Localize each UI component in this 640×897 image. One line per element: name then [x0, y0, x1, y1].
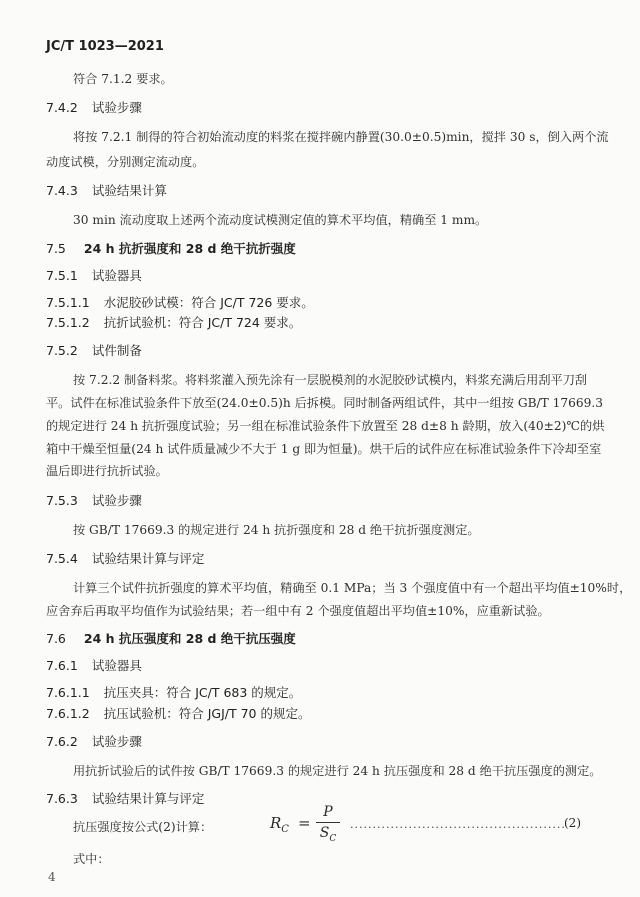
section-number: 7.5: [46, 241, 66, 256]
section-number: 7.6.1: [46, 658, 78, 673]
formula-leader-dots: ................................................: [350, 818, 566, 831]
section-title: 试验结果计算: [91, 183, 167, 198]
paragraph-line: 的规定进行 24 h 抗折强度试验；另一组在标准试验条件下放置至 28 d±8 h 龄期，放入(40±2)℃的烘: [46, 419, 605, 433]
paragraph-line: 用抗折试验后的试件按 GB/T 17669.3 的规定进行 24 h 抗压强度和 28 d 绝干抗压强度的测定。: [73, 764, 602, 778]
section-title: 试验步骤: [91, 493, 142, 508]
section-heading-7-5-2: [46, 342, 142, 360]
paragraph-line: 动度试模，分别测定流动度。: [46, 155, 205, 169]
section-title: 试验器具: [91, 658, 142, 673]
section-number: 7.6.2: [46, 734, 78, 749]
section-title: 24 h 抗折强度和 28 d 绝干抗折强度: [83, 241, 296, 256]
section-title: 试验器具: [91, 268, 142, 283]
section-number: 7.4.2: [46, 100, 78, 115]
paragraph-line: 箱中干燥至恒量(24 h 试件质量减少不大于 1 g 即为恒量)。烘干后的试件应在标准试验条件下冷却至室: [46, 442, 602, 456]
section-number: 7.6: [46, 631, 66, 646]
paragraph-line: 平。试件在标准试验条件下放至(24.0±0.5)h 后拆模。同时制备两组试件，其中一组按 GB/T 17669.3: [46, 396, 604, 410]
formula-equals: =: [298, 814, 311, 832]
section-number: 7.6.1.2: [46, 706, 90, 721]
paragraph-line: 符合 7.1.2 要求。: [73, 72, 173, 86]
section-heading-7-5-3: [46, 492, 142, 510]
section-heading-7-5-4: [46, 550, 204, 568]
formula-denominator: $S_C$: [319, 825, 337, 844]
section-number: 7.5.3: [46, 493, 78, 508]
section-title: 试验步骤: [91, 100, 142, 115]
paragraph-line: 抗压强度按公式(2)计算：: [73, 820, 213, 834]
paragraph-line: 将按 7.2.1 制得的符合初始流动度的料浆在搅拌碗内静置(30.0±0.5)min，搅拌 30 s，倒入两个流: [73, 130, 609, 144]
section-title: 试验结果计算与评定: [91, 791, 205, 806]
formula-lhs: $R_C$: [270, 814, 289, 835]
section-heading-7-4-3: [46, 182, 167, 200]
section-number: 7.6.1.1: [46, 685, 90, 700]
formula-fraction: [316, 802, 340, 843]
paragraph-line: 温后即进行抗折试验。: [46, 464, 168, 478]
section-title: 试验步骤: [91, 734, 142, 749]
clause-text: 抗压夹具：符合 JC/T 683 的规定。: [103, 685, 302, 700]
clause-text: 抗折试验机：符合 JC/T 724 要求。: [103, 315, 302, 330]
section-number: 7.6.3: [46, 791, 78, 806]
document-header: JC/T 1023—2021: [46, 39, 164, 54]
section-heading-7-6-3: [46, 790, 204, 808]
clause-7-6-1-1: [46, 684, 301, 702]
section-number: 7.5.1.1: [46, 295, 90, 310]
formula-number: (2): [564, 816, 581, 830]
paragraph-line: 式中：: [73, 852, 110, 866]
section-number: 7.4.3: [46, 183, 78, 198]
section-heading-7-5: [46, 240, 296, 258]
section-number: 7.5.4: [46, 551, 78, 566]
paragraph-line: 按 7.2.2 制备料浆。将料浆灌入预先涂有一层脱模剂的水泥胶砂试模内，料浆充满后用刮平刀刮: [73, 373, 588, 387]
paragraph-line: 30 min 流动度取上述两个流动度试模测定值的算术平均值，精确至 1 mm。: [73, 213, 488, 227]
paragraph-line: 计算三个试件抗折强度的算术平均值，精确至 0.1 MPa；当 3 个强度值中有一个超出平均值±10%时，: [73, 581, 632, 595]
paragraph-line: 按 GB/T 17669.3 的规定进行 24 h 抗折强度和 28 d 绝干抗折强度测定。: [73, 523, 480, 537]
section-heading-7-6-1: [46, 657, 142, 675]
paragraph-line: 应舍弃后再取平均值作为试验结果；若一组中有 2 个强度值超出平均值±10%，应重新试验。: [46, 604, 550, 618]
clause-7-6-1-2: [46, 705, 310, 723]
section-title: 24 h 抗压强度和 28 d 绝干抗压强度: [83, 631, 296, 646]
formula-numerator: P: [323, 804, 333, 820]
section-heading-7-6: [46, 630, 296, 648]
section-heading-7-5-1: [46, 267, 142, 285]
section-heading-7-6-2: [46, 733, 142, 751]
section-number: 7.5.2: [46, 343, 78, 358]
clause-text: 水泥胶砂试模：符合 JC/T 726 要求。: [103, 295, 314, 310]
section-heading-7-4-2: [46, 99, 142, 117]
section-number: 7.5.1.2: [46, 315, 90, 330]
clause-text: 抗压试验机：符合 JGJ/T 70 的规定。: [103, 706, 311, 721]
page-number: 4: [48, 870, 56, 884]
clause-7-5-1-1: [46, 294, 314, 312]
clause-7-5-1-2: [46, 314, 301, 332]
section-title: 试验结果计算与评定: [91, 551, 205, 566]
section-number: 7.5.1: [46, 268, 78, 283]
section-title: 试件制备: [91, 343, 142, 358]
